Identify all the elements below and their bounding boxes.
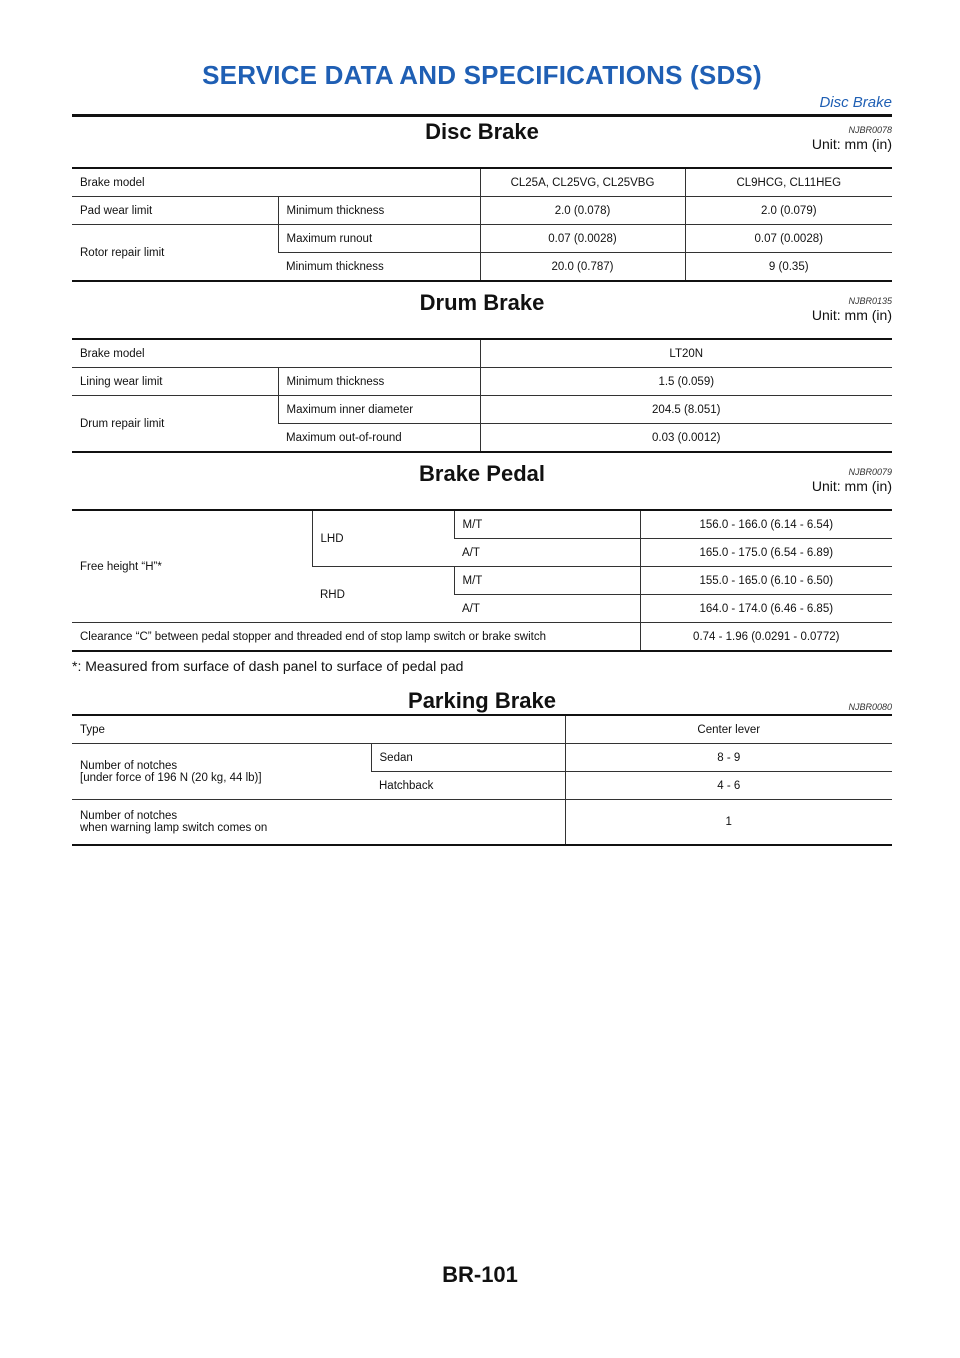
lining-value: 1.5 (0.059) (480, 368, 892, 396)
rhd-mt-value: 155.0 - 165.0 (6.10 - 6.50) (640, 567, 892, 595)
sedan-value: 8 - 9 (565, 744, 892, 772)
type-label: Type (80, 723, 105, 736)
drum-brake-model: LT20N (480, 339, 892, 368)
diameter-value: 204.5 (8.051) (480, 396, 892, 424)
notches-label (72, 744, 371, 800)
brake-pedal-code: NJBR0079 (848, 467, 892, 477)
pad-min-thickness-label: Minimum thickness (278, 197, 480, 225)
disc-brake-unit: Unit: mm (in) (811, 136, 892, 152)
warning-notches-line1: Number of notches (80, 810, 178, 822)
lhd-at-label: A/T (454, 539, 640, 567)
lhd-mt-value: 156.0 - 166.0 (6.14 - 6.54) (640, 510, 892, 539)
drum-brake-model-label: Brake model (80, 347, 145, 360)
drum-brake-code: NJBR0135 (848, 296, 892, 306)
table-row (72, 715, 892, 744)
clearance-label: Clearance “C” between pedal stopper and threaded end of stop lamp switch or brake switch (72, 623, 640, 652)
sedan-label: Sedan (371, 744, 565, 772)
page-subtitle: Disc Brake (819, 94, 892, 111)
drum-repair-limit-label: Drum repair limit (72, 396, 278, 453)
brake-model-col1: CL25A, CL25VG, CL25VBG (480, 168, 685, 197)
free-height-label: Free height “H”* (80, 560, 162, 573)
pad-wear-limit-label: Pad wear limit (72, 197, 278, 225)
lhd-mt-label: M/T (454, 510, 640, 539)
warning-notches-label (72, 800, 565, 846)
parking-brake-title: Parking Brake (408, 688, 556, 713)
drum-brake-unit: Unit: mm (in) (811, 307, 892, 323)
drum-brake-table (72, 338, 892, 453)
max-runout-label: Maximum runout (278, 225, 480, 253)
rhd-mt-label: M/T (454, 567, 640, 595)
brake-pedal-heading (72, 459, 892, 509)
rotor-min-thickness-label: Minimum thickness (278, 253, 480, 282)
table-row (72, 396, 892, 424)
lining-wear-limit-label: Lining wear limit (72, 368, 278, 396)
drum-brake-heading (72, 288, 892, 338)
pad-value-2: 2.0 (0.079) (685, 197, 892, 225)
lhd-label: LHD (312, 510, 454, 567)
brake-model-label: Brake model (80, 176, 145, 189)
disc-brake-title: Disc Brake (425, 119, 539, 144)
brake-pedal-section (72, 459, 892, 652)
drum-brake-section (72, 288, 892, 453)
disc-brake-code: NJBR0078 (848, 125, 892, 135)
brake-pedal-title: Brake Pedal (419, 461, 545, 486)
table-row (72, 744, 892, 772)
page-header (72, 60, 892, 117)
disc-brake-table (72, 167, 892, 282)
table-row (72, 197, 892, 225)
disc-brake-section (72, 117, 892, 282)
parking-brake-heading (72, 686, 892, 714)
table-row (72, 623, 892, 652)
warning-notches-value: 1 (565, 800, 892, 846)
parking-brake-code: NJBR0080 (848, 702, 892, 712)
rhd-at-label: A/T (454, 595, 640, 623)
warning-notches-line2: when warning lamp switch comes on (80, 822, 268, 834)
drum-brake-title: Drum Brake (419, 290, 545, 315)
runout-value-1: 0.07 (0.0028) (480, 225, 685, 253)
parking-brake-section (72, 686, 892, 846)
parking-brake-table (72, 714, 892, 846)
disc-brake-heading (72, 117, 892, 167)
table-row (72, 225, 892, 253)
table-row (72, 368, 892, 396)
thickness-value-2: 9 (0.35) (685, 253, 892, 282)
out-of-round-value: 0.03 (0.0012) (480, 424, 892, 453)
page-title: SERVICE DATA AND SPECIFICATIONS (SDS) (202, 60, 762, 90)
notches-label-line1: Number of notches (80, 759, 178, 772)
max-out-of-round-label: Maximum out-of-round (278, 424, 480, 453)
notches-label-line2: [under force of 196 N (20 kg, 44 lb)] (80, 771, 262, 784)
runout-value-2: 0.07 (0.0028) (685, 225, 892, 253)
page-number: BR-101 (442, 1262, 518, 1287)
pad-value-1: 2.0 (0.078) (480, 197, 685, 225)
pedal-footnote: *: Measured from surface of dash panel to surface of pedal pad (72, 658, 464, 674)
brake-pedal-unit: Unit: mm (in) (811, 478, 892, 494)
max-inner-diameter-label: Maximum inner diameter (278, 396, 480, 424)
hatchback-value: 4 - 6 (565, 772, 892, 800)
table-row (72, 339, 892, 368)
clearance-value: 0.74 - 1.96 (0.0291 - 0.0772) (640, 623, 892, 652)
hatchback-label: Hatchback (371, 772, 565, 800)
rhd-at-value: 164.0 - 174.0 (6.46 - 6.85) (640, 595, 892, 623)
table-row (72, 510, 892, 539)
lhd-at-value: 165.0 - 175.0 (6.54 - 6.89) (640, 539, 892, 567)
rotor-repair-limit-label: Rotor repair limit (72, 225, 278, 282)
table-row (72, 168, 892, 197)
thickness-value-1: 20.0 (0.787) (480, 253, 685, 282)
brake-pedal-table (72, 509, 892, 652)
brake-model-col2: CL9HCG, CL11HEG (685, 168, 892, 197)
rhd-label: RHD (312, 567, 454, 623)
type-value: Center lever (565, 715, 892, 744)
lining-min-thickness-label: Minimum thickness (278, 368, 480, 396)
table-row (72, 800, 892, 846)
